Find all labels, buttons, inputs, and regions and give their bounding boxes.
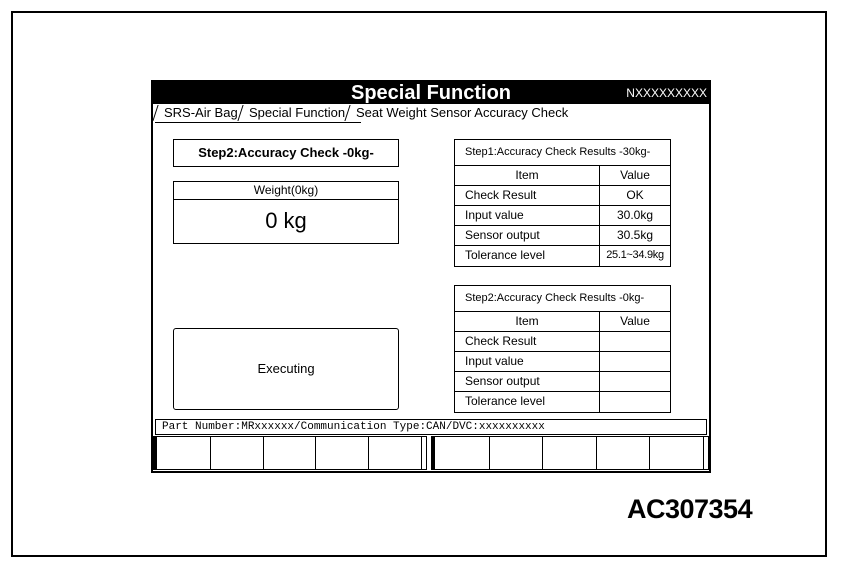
row-value: 25.1~34.9kg (606, 249, 664, 261)
weight-value: 0 kg (265, 208, 307, 233)
step-label: Step2:Accuracy Check -0kg- (173, 139, 399, 167)
breadcrumb-item-special-function[interactable]: Special Function (237, 105, 349, 121)
status-bar: Part Number:MRxxxxxx/Communication Type:CAN/DVC:xxxxxxxxxx (155, 419, 707, 435)
function-key-f9[interactable] (597, 437, 651, 469)
function-key-f10[interactable] (650, 437, 704, 469)
column-header-value: Value (620, 168, 650, 182)
function-key-f5[interactable] (369, 437, 422, 469)
function-key-f1[interactable] (158, 437, 211, 469)
weight-header: Weight(0kg) (174, 182, 398, 200)
table-row (455, 246, 670, 266)
table-header-row (455, 312, 670, 332)
breadcrumb (155, 105, 570, 123)
page-title: Special Function (350, 82, 512, 104)
function-key-f6[interactable] (436, 437, 490, 469)
row-item: Sensor output (455, 226, 600, 245)
row-item: Tolerance level (455, 246, 600, 266)
column-header-item: Item (455, 166, 600, 185)
title-bar (153, 82, 709, 104)
table-row (455, 226, 670, 246)
table-row (455, 206, 670, 226)
figure-id: AC307354 (627, 494, 753, 524)
row-value (600, 332, 670, 351)
column-header-value: Value (620, 314, 650, 328)
row-value: 30.5kg (616, 228, 654, 242)
function-key-f3[interactable] (264, 437, 317, 469)
table-title: Step1:Accuracy Check Results -30kg- (455, 140, 670, 166)
function-key-f2[interactable] (211, 437, 264, 469)
function-key-f8[interactable] (543, 437, 597, 469)
row-item: Check Result (455, 186, 600, 205)
table-row (455, 392, 670, 412)
row-value (600, 392, 670, 412)
breadcrumb-underline (155, 122, 361, 123)
breadcrumb-item-srs-air-bag[interactable]: SRS-Air Bag (152, 105, 242, 121)
function-key-edge (704, 437, 708, 469)
diagnostic-screen (151, 80, 711, 473)
row-value: OK (626, 188, 644, 202)
table-title: Step2:Accuracy Check Results -0kg- (455, 286, 670, 312)
step1-results-table (454, 139, 671, 267)
function-key-edge (422, 437, 426, 469)
row-item: Input value (455, 206, 600, 225)
function-key-f7[interactable] (490, 437, 544, 469)
row-value (600, 372, 670, 391)
function-key-group-right (431, 436, 709, 470)
row-item: Check Result (455, 332, 600, 351)
table-row (455, 186, 670, 206)
breadcrumb-item-current: Seat Weight Sensor Accuracy Check (344, 105, 572, 121)
column-header-item: Item (455, 312, 600, 331)
row-item: Tolerance level (455, 392, 600, 412)
function-key-group-left (153, 436, 427, 470)
row-item: Sensor output (455, 372, 600, 391)
table-header-row (455, 166, 670, 186)
table-row (455, 352, 670, 372)
execution-status-box: Executing (173, 328, 399, 410)
weight-panel (173, 181, 399, 244)
serial-number: NXXXXXXXXX (626, 86, 707, 100)
row-item: Input value (455, 352, 600, 371)
table-row (455, 332, 670, 352)
table-row (455, 372, 670, 392)
function-key-f4[interactable] (316, 437, 369, 469)
row-value (600, 352, 670, 371)
row-value: 30.0kg (616, 208, 654, 222)
step2-results-table (454, 285, 671, 413)
